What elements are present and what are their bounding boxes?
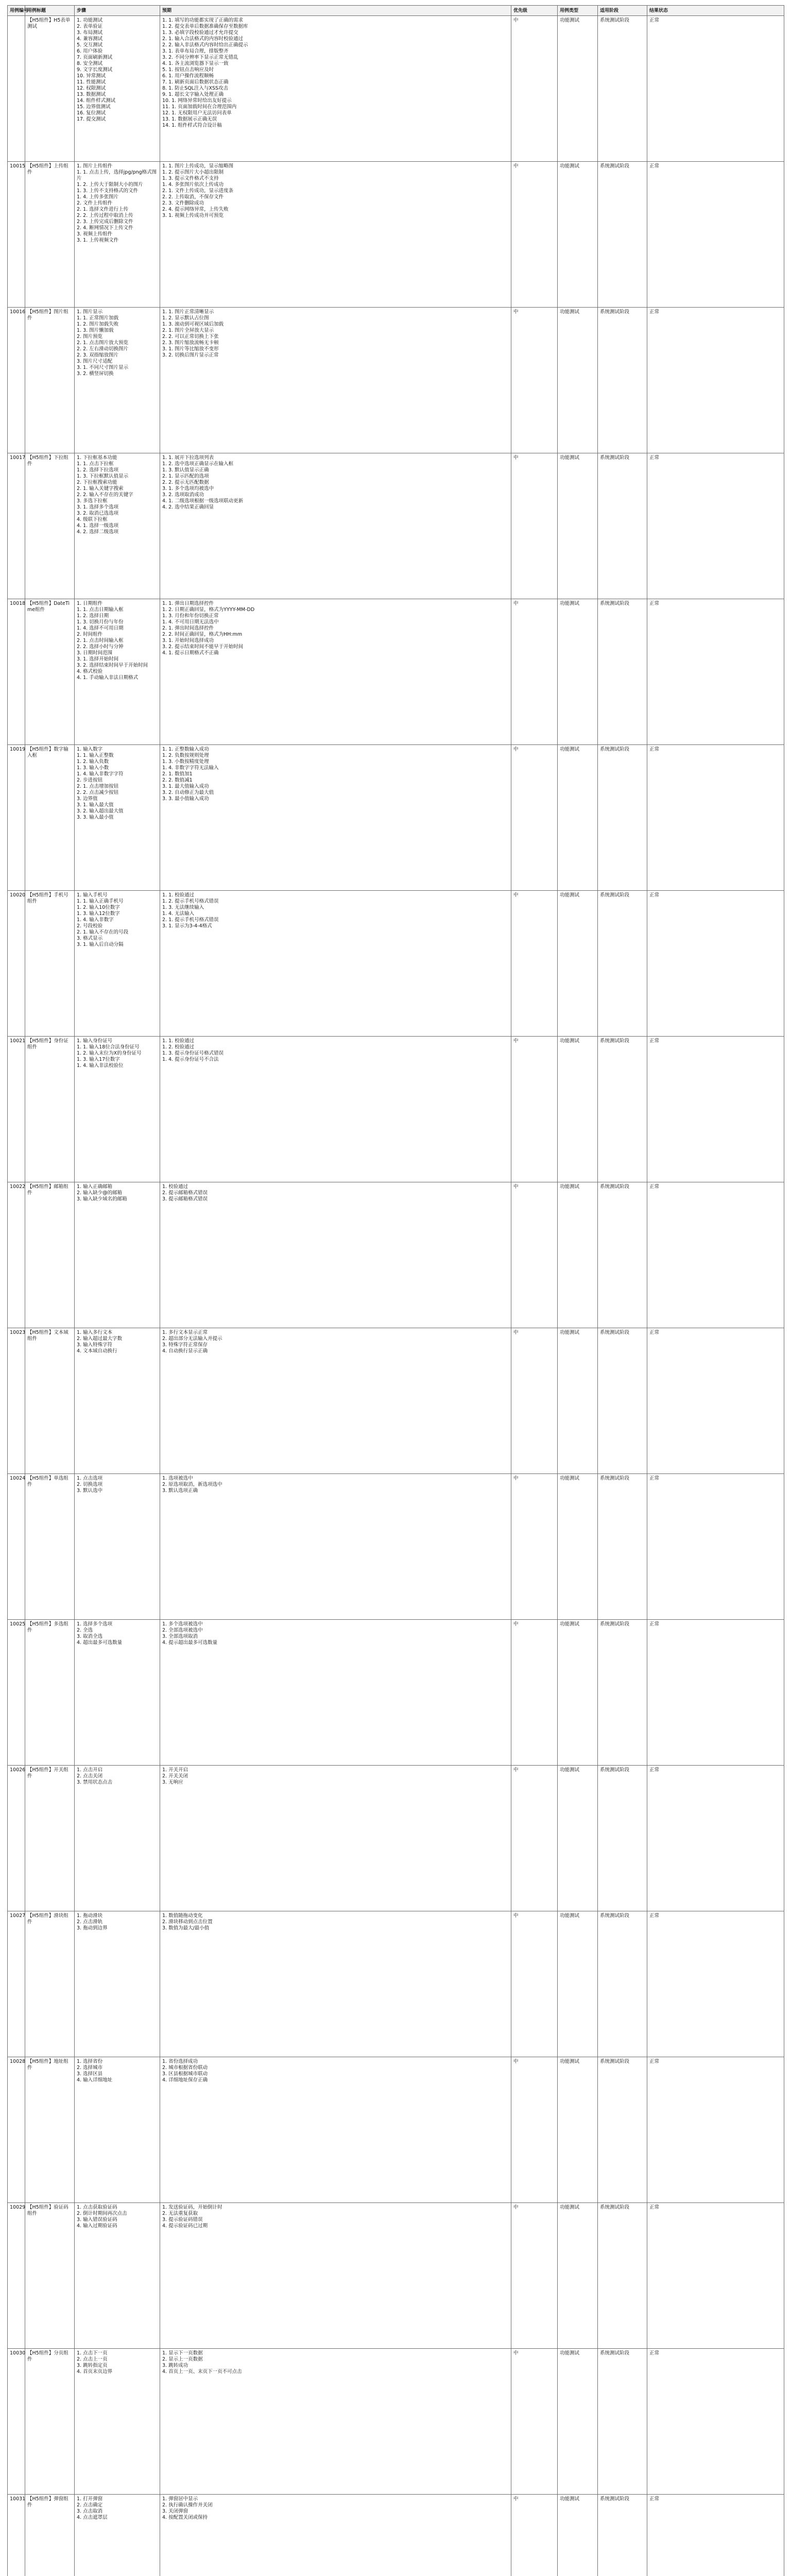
cell-title: 【H5组件】H5表单测试 [25,16,75,162]
cell-priority: 中 [511,891,558,1037]
cell-type: 功能测试 [558,1182,598,1328]
header-priority: 优先级 [511,6,558,16]
cell-id: 10029 [8,2203,25,2349]
cell-result: 正常 [647,453,784,599]
header-row [8,6,784,16]
cell-result: 正常 [647,1766,784,1911]
cell-result: 正常 [647,891,784,1037]
cell-result: 正常 [647,745,784,891]
cell-type: 功能测试 [558,162,598,308]
cell-id: 10021 [8,1037,25,1182]
cell-title: 【H5组件】开关组件 [25,1766,75,1911]
cell-type: 功能测试 [558,1911,598,2057]
cell-title: 【H5组件】分页组件 [25,2349,75,2495]
cell-type: 功能测试 [558,1474,598,1620]
cell-type: 功能测试 [558,2057,598,2203]
cell-steps: 1. 图片显示 1. 1. 正常图片加载 1. 2. 图片加载失败 1. 3. 图片懒加载 2. 图片预览 2. 1. 点击图片放大预览 2. 2. 左右滑动切换图片 2. 3. 双指缩放图片 3. 图片尺寸适配 3. 1. 不同尺寸图片显示 3. 2. 横竖屏切换 [75,308,160,453]
cell-id: 10019 [8,745,25,891]
cell-priority: 中 [511,1766,558,1911]
cell-steps: 1. 点击选项 2. 切换选项 3. 默认选中 [75,1474,160,1620]
cell-title: 【H5组件】身份证组件 [25,1037,75,1182]
cell-type: 功能测试 [558,1620,598,1766]
header-result: 结果状态 [647,6,784,16]
cell-title: 【H5组件】单选组件 [25,1474,75,1620]
table-row [8,1182,784,1328]
cell-type: 功能测试 [558,453,598,599]
cell-stage: 系统测试阶段 [598,2349,647,2495]
cell-priority: 中 [511,2203,558,2349]
table-row [8,2057,784,2203]
header-title: 用例标题 [25,6,75,16]
header-id: 用例编号 [8,6,25,16]
cell-expected: 1. 1. 正整数输入成功 1. 2. 负数按规则处理 1. 3. 小数按精度处理 1. 4. 非数字字符无法输入 2. 1. 数值加1 2. 2. 数值减1 3. 1. 最大值输入成功 3. 2. 自动修正为最大值 3. 3. 最小值输入成功 [160,745,511,891]
cell-title: 【H5组件】上传组件 [25,162,75,308]
cell-id: 10022 [8,1182,25,1328]
cell-title: 【H5组件】地址组件 [25,2057,75,2203]
table-row [8,1474,784,1620]
header-steps: 步骤 [75,6,160,16]
cell-result: 正常 [647,1182,784,1328]
table-row [8,308,784,453]
table-row [8,1620,784,1766]
cell-result: 正常 [647,1474,784,1620]
cell-title: 【H5组件】验证码组件 [25,2203,75,2349]
cell-stage: 系统测试阶段 [598,1474,647,1620]
cell-stage: 系统测试阶段 [598,308,647,453]
cell-type: 功能测试 [558,308,598,453]
cell-result: 正常 [647,16,784,162]
cell-title: 【H5组件】图片组件 [25,308,75,453]
cell-type: 功能测试 [558,1037,598,1182]
cell-result: 正常 [647,1037,784,1182]
cell-steps: 1. 图片上传组件 1. 1. 点击上传，选择jpg/png格式图片 1. 2. 上传大于限制大小的图片 1. 3. 上传不支持格式的文件 1. 4. 上传多张图片 2. 文件上传组件 2. 1. 选择文件进行上传 2. 2. 上传过程中取消上传 2. 3. 上传完成后删除文件 2. 4. 断网情况下上传文件 3. 视频上传组件 3. 1. 上传视频文件 [75,162,160,308]
cell-id: 10020 [8,891,25,1037]
cell-type: 功能测试 [558,599,598,745]
header-stage: 适用阶段 [598,6,647,16]
cell-steps: 1. 点击开启 2. 点击关闭 3. 禁用状态点击 [75,1766,160,1911]
cell-expected: 1. 发送验证码，开始倒计时 2. 无法重复获取 3. 提示验证码错误 4. 提示验证码已过期 [160,2203,511,2349]
cell-priority: 中 [511,308,558,453]
cell-steps: 1. 选择多个选项 2. 全选 3. 取消全选 4. 超出最多可选数量 [75,1620,160,1766]
cell-steps: 1. 选择省份 2. 选择城市 3. 选择区县 4. 输入详细地址 [75,2057,160,2203]
cell-steps: 1. 输入身份证号 1. 1. 输入18位合法身份证号 1. 2. 输入末位为X的身份证号 1. 3. 输入17位数字 1. 4. 输入非法校验位 [75,1037,160,1182]
cell-priority: 中 [511,1474,558,1620]
table-body [8,16,784,2576]
cell-type: 功能测试 [558,16,598,162]
cell-priority: 中 [511,16,558,162]
cell-priority: 中 [511,2057,558,2203]
cell-stage: 系统测试阶段 [598,1911,647,2057]
cell-expected: 1. 弹窗居中显示 2. 执行确认操作并关闭 3. 关闭弹窗 4. 按配置关闭或保持 [160,2495,511,2576]
cell-id: 10028 [8,2057,25,2203]
cell-stage: 系统测试阶段 [598,162,647,308]
cell-type: 功能测试 [558,745,598,891]
cell-steps: 1. 点击下一页 2. 点击上一页 3. 跳转指定页 4. 首页末页边界 [75,2349,160,2495]
cell-stage: 系统测试阶段 [598,891,647,1037]
cell-id: 10015 [8,162,25,308]
cell-stage: 系统测试阶段 [598,1037,647,1182]
cell-title: 【H5组件】文本域组件 [25,1328,75,1474]
table-row [8,891,784,1037]
cell-id: 10025 [8,1620,25,1766]
table-row [8,1911,784,2057]
cell-title: 【H5组件】邮箱组件 [25,1182,75,1328]
table-row [8,2203,784,2349]
cell-id: 10018 [8,599,25,745]
cell-steps: 1. 输入正确邮箱 2. 输入缺少@的邮箱 3. 输入缺少域名的邮箱 [75,1182,160,1328]
cell-title: 【H5组件】多选组件 [25,1620,75,1766]
cell-expected: 1. 开关开启 2. 开关关闭 3. 无响应 [160,1766,511,1911]
cell-priority: 中 [511,1037,558,1182]
cell-expected: 1. 显示下一页数据 2. 显示上一页数据 3. 跳转成功 4. 首页上一页、末页下一页不可点击 [160,2349,511,2495]
cell-steps: 1. 日期组件 1. 1. 点击日期输入框 1. 2. 选择日期 1. 3. 切换月份与年份 1. 4. 选择不可用日期 2. 时间组件 2. 1. 点击时间输入框 2. 2. 选择小时与分钟 3. 日期时间范围 3. 1. 选择开始时间 3. 2. 选择结束时间早于开始时间 4. 格式校验 4. 1. 手动输入非法日期格式 [75,599,160,745]
cell-id: 10024 [8,1474,25,1620]
cell-priority: 中 [511,599,558,745]
cell-steps: 1. 输入手机号 1. 1. 输入正确手机号 1. 2. 输入10位数字 1. 3. 输入12位数字 1. 4. 输入非数字 2. 号段校验 2. 1. 输入不存在的号段 3. 格式显示 3. 1. 输入后自动分隔 [75,891,160,1037]
cell-result: 正常 [647,162,784,308]
table-row [8,1037,784,1182]
cell-id: 10023 [8,1328,25,1474]
cell-expected: 1. 1. 展开下拉选项列表 1. 2. 选中选项正确显示在输入框 1. 3. 默认值显示正确 2. 1. 显示匹配的选项 2. 2. 提示无匹配数据 3. 1. 多个选项均被选中 3. 2. 选项取消成功 4. 1. 二级选项根据一级选项联动更新 4. 2. 选中结果正确回显 [160,453,511,599]
cell-result: 正常 [647,1911,784,2057]
cell-steps: 1. 打开弹窗 2. 点击确定 3. 点击取消 4. 点击遮罩层 [75,2495,160,2576]
cell-expected: 1. 多个选项被选中 2. 全部选项被选中 3. 全部选项取消 4. 提示超出最多可选数量 [160,1620,511,1766]
cell-type: 功能测试 [558,2349,598,2495]
cell-stage: 系统测试阶段 [598,745,647,891]
cell-priority: 中 [511,1911,558,2057]
cell-result: 正常 [647,2495,784,2576]
cell-expected: 1. 1. 校验通过 1. 2. 提示手机号格式错误 1. 3. 无法继续输入 1. 4. 无法输入 2. 1. 提示手机号格式错误 3. 1. 显示为3-4-4格式 [160,891,511,1037]
cell-steps: 1. 输入数字 1. 1. 输入正整数 1. 2. 输入负数 1. 3. 输入小数 1. 4. 输入非数字字符 2. 步进按钮 2. 1. 点击增加按钮 2. 2. 点击减少按钮 3. 边界值 3. 1. 输入最大值 3. 2. 输入超出最大值 3. 3. 输入最小值 [75,745,160,891]
cell-result: 正常 [647,2349,784,2495]
table-row [8,745,784,891]
cell-steps: 1. 下拉框基本功能 1. 1. 点击下拉框 1. 2. 选择下拉选项 1. 3. 下拉框默认值显示 2. 下拉框搜索功能 2. 1. 输入关键字搜索 2. 2. 输入不存在的关键字 3. 多选下拉框 3. 1. 选择多个选项 3. 2. 取消已选选项 4. 级联下拉框 4. 1. 选择一级选项 4. 2. 选择二级选项 [75,453,160,599]
cell-id: 10031 [8,2495,25,2576]
table-row [8,162,784,308]
cell-result: 正常 [647,2203,784,2349]
cell-result: 正常 [647,1620,784,1766]
cell-id [8,16,25,162]
cell-stage: 系统测试阶段 [598,1182,647,1328]
cell-id: 10026 [8,1766,25,1911]
cell-expected: 1. 选项被选中 2. 原选项取消，新选项选中 3. 默认选项正确 [160,1474,511,1620]
cell-expected: 1. 1. 填写的功能都实现了正确的需求 1. 2. 提交表单后数据准确保存至数据库 1. 3. 必填字段校验通过才允许提交 2. 1. 输入合法格式的内容时校验通过 2. 2. 输入非法格式内容时给出正确提示 3. 1. 表单布局合理，排版整齐 3. 2. 不同分辨率下显示正常无错乱 4. 1. 各主流浏览器下显示一致 5. 1. 按钮点击响应及时 6. 1. 用户操作流程顺畅 7. 1. 刷新页面后数据状态正确 8. 1. 防止SQL注入与XSS攻击 9. 1. 超长文字输入处理正确 10. 1. 网络异常时给出友好提示 11. 1. 页面加载时间在合理范围内 12. 1. 无权限用户无法访问表单 13. 1. 数据展示正确无误 14. 1. 组件样式符合设计稿 [160,16,511,162]
cell-result: 正常 [647,2057,784,2203]
cell-steps: 1. 输入多行文本 2. 输入超过最大字数 3. 输入特殊字符 4. 文本域自动换行 [75,1328,160,1474]
cell-priority: 中 [511,1182,558,1328]
cell-title: 【H5组件】弹窗组件 [25,2495,75,2576]
cell-result: 正常 [647,308,784,453]
cell-expected: 1. 省份选择成功 2. 城市根据省份联动 3. 区县根据城市联动 4. 详细地址保存正确 [160,2057,511,2203]
cell-type: 功能测试 [558,2203,598,2349]
cell-stage: 系统测试阶段 [598,2057,647,2203]
cell-expected: 1. 1. 图片正常清晰显示 1. 2. 显示默认占位图 1. 3. 滚动到可视区域后加载 2. 1. 图片全屏放大显示 2. 2. 可以正常切换上下张 2. 3. 图片缩放流畅无卡顿 3. 1. 图片等比缩放不变形 3. 2. 切换后图片显示正常 [160,308,511,453]
cell-id: 10017 [8,453,25,599]
cell-type: 功能测试 [558,1766,598,1911]
cell-priority: 中 [511,745,558,891]
cell-steps: 1. 功能测试 2. 表单验证 3. 布局测试 4. 兼容测试 5. 交互测试 6. 用户体验 7. 页面刷新测试 8. 安全测试 9. 文字长度测试 10. 异常测试 11. 性能测试 12. 权限测试 13. 数据测试 14. 组件样式测试 15. 边界值测试 16. 复位测试 17. 提交测试 [75,16,160,162]
table-row [8,599,784,745]
cell-stage: 系统测试阶段 [598,1328,647,1474]
cell-expected: 1. 1. 图片上传成功，显示缩略图 1. 2. 提示图片大小超出限制 1. 3. 提示文件格式不支持 1. 4. 多张图片依次上传成功 2. 1. 文件上传成功，显示进度条 2. 2. 上传取消，不保存文件 2. 3. 文件删除成功 2. 4. 提示网络异常，上传失败 3. 1. 视频上传成功并可预览 [160,162,511,308]
table-row [8,16,784,162]
cell-priority: 中 [511,1620,558,1766]
cell-stage: 系统测试阶段 [598,2495,647,2576]
cell-title: 【H5组件】手机号组件 [25,891,75,1037]
test-case-table [7,5,784,2576]
cell-id: 10027 [8,1911,25,2057]
cell-priority: 中 [511,2349,558,2495]
cell-id: 10030 [8,2349,25,2495]
table-row [8,2495,784,2576]
cell-type: 功能测试 [558,1328,598,1474]
cell-priority: 中 [511,162,558,308]
cell-steps: 1. 点击获取验证码 2. 倒计时期间再次点击 3. 输入错误验证码 4. 输入过期验证码 [75,2203,160,2349]
header-type: 用例类型 [558,6,598,16]
cell-stage: 系统测试阶段 [598,16,647,162]
cell-priority: 中 [511,453,558,599]
cell-type: 功能测试 [558,2495,598,2576]
table-row [8,2349,784,2495]
table-row [8,453,784,599]
table-row [8,1328,784,1474]
cell-steps: 1. 拖动滑块 2. 点击滑轨 3. 拖动到边界 [75,1911,160,2057]
cell-priority: 中 [511,1328,558,1474]
cell-expected: 1. 1. 弹出日期选择控件 1. 2. 日期正确回显，格式为YYYY-MM-DD 1. 3. 月份和年份切换正常 1. 4. 不可用日期无法选中 2. 1. 弹出时间选择控件 2. 2. 时间正确回显，格式为HH:mm 3. 1. 开始时间选择成功 3. 2. 提示结束时间不能早于开始时间 4. 1. 提示日期格式不正确 [160,599,511,745]
cell-result: 正常 [647,1328,784,1474]
cell-id: 10016 [8,308,25,453]
cell-priority: 中 [511,2495,558,2576]
table-row [8,1766,784,1911]
cell-stage: 系统测试阶段 [598,1620,647,1766]
cell-expected: 1. 多行文本显示正常 2. 超出部分无法输入并提示 3. 特殊字符正常保存 4. 自动换行显示正确 [160,1328,511,1474]
cell-stage: 系统测试阶段 [598,453,647,599]
cell-expected: 1. 1. 校验通过 1. 2. 校验通过 1. 3. 提示身份证号格式错误 1. 4. 提示身份证号不合法 [160,1037,511,1182]
cell-expected: 1. 数值随拖动变化 2. 滑块移动到点击位置 3. 数值为最大/最小值 [160,1911,511,2057]
cell-title: 【H5组件】DateTime组件 [25,599,75,745]
cell-type: 功能测试 [558,891,598,1037]
cell-stage: 系统测试阶段 [598,1766,647,1911]
cell-expected: 1. 校验通过 2. 提示邮箱格式错误 3. 提示邮箱格式错误 [160,1182,511,1328]
cell-result: 正常 [647,599,784,745]
cell-title: 【H5组件】下拉组件 [25,453,75,599]
cell-title: 【H5组件】滑块组件 [25,1911,75,2057]
cell-stage: 系统测试阶段 [598,599,647,745]
header-expected: 预期 [160,6,511,16]
cell-stage: 系统测试阶段 [598,2203,647,2349]
cell-title: 【H5组件】数字输入框 [25,745,75,891]
